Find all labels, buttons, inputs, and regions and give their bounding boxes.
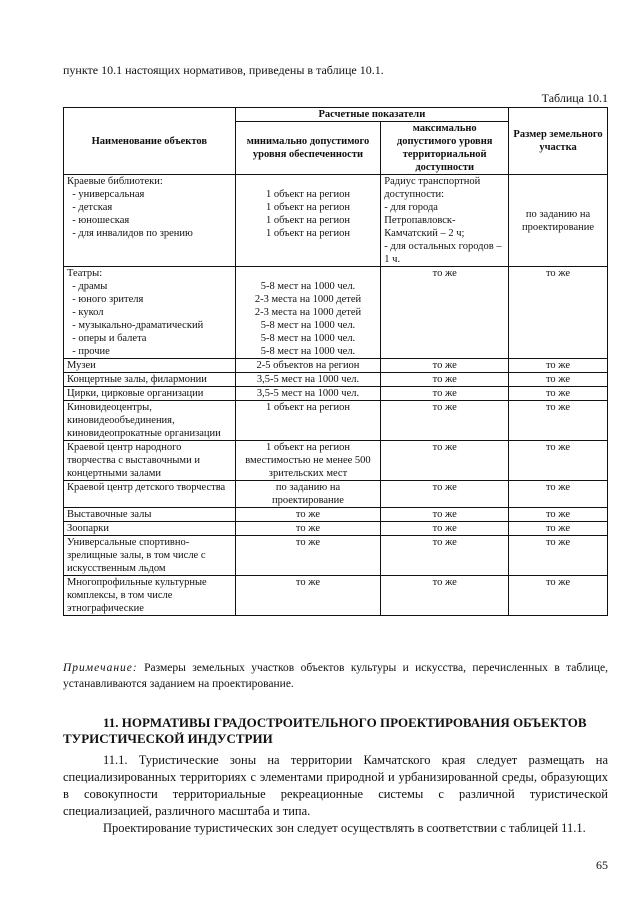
- cell-line: по заданию на проектирование: [522, 208, 595, 233]
- cell-max: [381, 267, 509, 359]
- cell-line: то же: [545, 442, 571, 453]
- cell-line: - прочие: [67, 346, 110, 357]
- cell-line: то же: [295, 523, 321, 534]
- cell-line: - юношеская: [67, 215, 130, 226]
- cell-line: Радиус транспортной доступности:: [384, 176, 481, 200]
- cell-min: [235, 387, 381, 401]
- note-label: Примечание:: [63, 662, 138, 674]
- table-row: [64, 267, 608, 359]
- cell-line: [239, 267, 378, 280]
- cell-line: - для инвалидов по зрению: [67, 228, 193, 239]
- cell-min: [235, 522, 381, 536]
- cell-line: 1 объект на регион вместимостью не менее 500 зрительских мест: [245, 442, 371, 479]
- cell-max: [381, 522, 509, 536]
- cell-min: [235, 373, 381, 387]
- header-name: Наименование объектов: [64, 108, 236, 175]
- cell-size: [509, 441, 608, 481]
- cell-max: [381, 387, 509, 401]
- cell-min: [235, 401, 381, 441]
- cell-line: 5-8 мест на 1000 чел.: [260, 281, 356, 292]
- cell-line: Универсальные спортивно-зрелищные залы, в том числе с искусственным льдом: [67, 537, 209, 574]
- cell-line: то же: [432, 442, 457, 453]
- cell-max: [381, 508, 509, 522]
- table-row: [64, 373, 608, 387]
- cell-name: [64, 387, 236, 401]
- cell-min: [235, 359, 381, 373]
- cell-line: - для города Петропавловск-Камчатский – 2 ч;: [384, 202, 465, 239]
- cell-size: [509, 373, 608, 387]
- cell-size: [509, 508, 608, 522]
- cell-line: - детская: [67, 202, 113, 213]
- cell-line: то же: [295, 537, 321, 548]
- cell-line: Выставочные залы: [67, 509, 152, 520]
- table-row: [64, 508, 608, 522]
- table-row: [64, 359, 608, 373]
- cell-line: то же: [545, 482, 571, 493]
- cell-line: 2-3 места на 1000 детей: [254, 294, 362, 305]
- cell-size: [509, 536, 608, 576]
- cell-line: то же: [545, 577, 571, 588]
- cell-line: то же: [545, 509, 571, 520]
- cell-max: [381, 576, 509, 616]
- cell-line: 5-8 мест на 1000 чел.: [260, 333, 356, 344]
- cell-name: [64, 267, 236, 359]
- header-group: Расчетные показатели: [235, 108, 508, 122]
- cell-line: то же: [432, 374, 457, 385]
- cell-line: то же: [545, 360, 571, 371]
- note-text: Размеры земельных участков объектов культуры и искусства, перечисленных в таблице, устанавливаются заданием на проектирование.: [63, 662, 608, 690]
- cell-line: - универсальная: [67, 189, 145, 200]
- cell-line: - кукол: [67, 307, 104, 318]
- cell-min: [235, 508, 381, 522]
- cell-name: [64, 373, 236, 387]
- header-min: минимально допустимого уровня обеспеченности: [235, 122, 381, 175]
- cell-line: то же: [432, 577, 457, 588]
- header-max: максимально допустимого уровня территориальной доступности: [381, 122, 509, 175]
- cell-line: Музеи: [67, 360, 96, 371]
- header-size: Размер земельного участка: [509, 108, 608, 175]
- cell-name: [64, 175, 236, 267]
- table-body: [64, 175, 608, 616]
- section-title-line2: ТУРИСТИЧЕСКОЙ ИНДУСТРИИ: [63, 731, 273, 746]
- cell-min: [235, 175, 381, 267]
- cell-line: 1 объект на регион: [265, 215, 351, 226]
- cell-line: Краевой центр народного творчества с выставочными и концертными залами: [67, 442, 203, 479]
- cell-size: [509, 576, 608, 616]
- cell-max: [381, 359, 509, 373]
- cell-line: 2-3 места на 1000 детей: [254, 307, 362, 318]
- cell-line: Зоопарки: [67, 523, 110, 534]
- cell-max: [381, 481, 509, 508]
- cell-line: Киновидеоцентры, киновидеообъединения, киновидеопрокатные организации: [67, 402, 221, 439]
- table-row: [64, 481, 608, 508]
- cell-max: [381, 441, 509, 481]
- cell-line: то же: [545, 523, 571, 534]
- cell-min: [235, 576, 381, 616]
- cell-min: [235, 536, 381, 576]
- cell-line: то же: [432, 523, 457, 534]
- cell-line: 3,5-5 мест на 1000 чел.: [256, 374, 360, 385]
- cell-line: 1 объект на регион: [265, 402, 351, 413]
- cell-line: то же: [432, 268, 457, 279]
- cell-line: 1 объект на регион: [265, 202, 351, 213]
- cell-max: [381, 536, 509, 576]
- cell-line: то же: [432, 537, 457, 548]
- table-row: [64, 576, 608, 616]
- paragraph-11-1: 11.1. Туристические зоны на территории Камчатского края следует размещать на специализированных территориях с элементами природной и урбанизированной среды, образующих в совокупности территориальные рекреационные системы с различной туристической специализацией, различного масштаба и типа.: [63, 753, 608, 818]
- cell-line: 5-8 мест на 1000 чел.: [260, 320, 356, 331]
- section-number: 11.: [103, 715, 119, 730]
- cell-line: то же: [432, 388, 457, 399]
- table-row: [64, 401, 608, 441]
- cell-line: то же: [432, 360, 457, 371]
- cell-min: [235, 481, 381, 508]
- cell-size: [509, 359, 608, 373]
- page-number: 65: [596, 858, 608, 872]
- cell-line: по заданию на проектирование: [272, 482, 344, 506]
- cell-line: то же: [432, 482, 457, 493]
- cell-line: то же: [545, 537, 571, 548]
- cell-size: [509, 401, 608, 441]
- cell-max: [381, 401, 509, 441]
- cell-line: - юного зрителя: [67, 294, 144, 305]
- cell-line: то же: [432, 402, 457, 413]
- cell-min: [235, 267, 381, 359]
- cell-line: то же: [295, 577, 321, 588]
- cell-line: Многопрофильные культурные комплексы, в том числе этнографические: [67, 577, 210, 614]
- cell-line: - драмы: [67, 281, 108, 292]
- culture-objects-table: [63, 107, 608, 616]
- cell-name: [64, 359, 236, 373]
- cell-name: [64, 441, 236, 481]
- cell-line: Краевой центр детского творчества: [67, 482, 226, 493]
- cell-line: - для остальных городов – 1 ч.: [384, 241, 502, 265]
- cell-line: то же: [545, 268, 571, 279]
- table-note: [63, 660, 608, 692]
- cell-max: [381, 175, 509, 267]
- table-caption: Таблица 10.1: [541, 91, 608, 105]
- cell-line: то же: [545, 402, 571, 413]
- cell-name: [64, 536, 236, 576]
- cell-line: 1 объект на регион: [265, 228, 351, 239]
- cell-line: Концертные залы, филармонии: [67, 374, 207, 385]
- cell-size: [509, 481, 608, 508]
- intro-text: пункте 10.1 настоящих нормативов, приведены в таблице 10.1.: [63, 63, 384, 77]
- cell-max: [381, 373, 509, 387]
- cell-line: Краевые библиотеки:: [67, 176, 163, 187]
- cell-line: Театры:: [67, 268, 103, 279]
- table-row: [64, 522, 608, 536]
- cell-size: [509, 387, 608, 401]
- cell-line: Цирки, цирковые организации: [67, 388, 204, 399]
- cell-name: [64, 576, 236, 616]
- table-row: [64, 175, 608, 267]
- cell-line: - музыкально-драматический: [67, 320, 204, 331]
- cell-line: то же: [545, 388, 571, 399]
- cell-line: 1 объект на регион: [265, 189, 351, 200]
- table-row: [64, 441, 608, 481]
- cell-line: 2-5 объектов на регион: [256, 360, 360, 371]
- paragraph-reference: Проектирование туристических зон следует осуществлять в соответствии с таблицей 11.1.: [103, 821, 586, 835]
- cell-line: 5-8 мест на 1000 чел.: [260, 346, 356, 357]
- cell-size: [509, 267, 608, 359]
- cell-line: то же: [432, 509, 457, 520]
- table-row: [64, 536, 608, 576]
- cell-name: [64, 401, 236, 441]
- cell-size: [509, 522, 608, 536]
- cell-name: [64, 522, 236, 536]
- cell-name: [64, 508, 236, 522]
- cell-size: [509, 175, 608, 267]
- cell-line: 3,5-5 мест на 1000 чел.: [256, 388, 360, 399]
- cell-line: [239, 175, 378, 188]
- cell-min: [235, 441, 381, 481]
- cell-line: то же: [545, 374, 571, 385]
- cell-line: - оперы и балета: [67, 333, 147, 344]
- table-row: [64, 387, 608, 401]
- section-heading: [63, 715, 608, 747]
- section-title-line1: НОРМАТИВЫ ГРАДОСТРОИТЕЛЬНОГО ПРОЕКТИРОВАНИЯ ОБЪЕКТОВ: [121, 715, 587, 730]
- cell-line: то же: [295, 509, 321, 520]
- cell-name: [64, 481, 236, 508]
